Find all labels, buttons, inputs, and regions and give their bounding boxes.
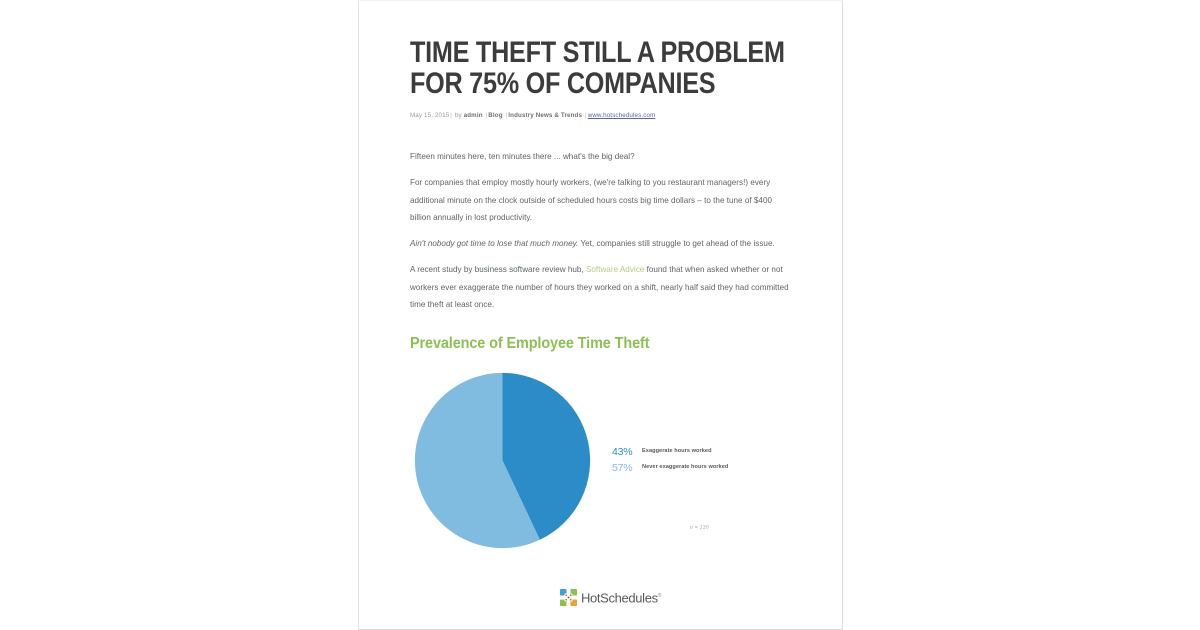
byline-by-prefix: by bbox=[454, 112, 462, 119]
byline-category-blog[interactable]: Blog bbox=[488, 112, 503, 119]
paragraph-study bbox=[410, 261, 795, 313]
hotschedules-wordmark bbox=[581, 589, 661, 605]
pie-chart-figure bbox=[410, 370, 795, 570]
legend-item bbox=[612, 463, 732, 474]
pie-chart bbox=[414, 372, 591, 549]
software-advice-link[interactable]: Software Advice bbox=[585, 265, 645, 275]
byline-separator-3: | bbox=[505, 112, 508, 119]
paragraph-study-post: found that when asked whether or not workers ever exaggerate the number of hours they worked on a shift, nearly half said they had committed time theft at least once. bbox=[410, 265, 789, 310]
paragraph-quip-emphasis: Ain't nobody got time to lose that much money. bbox=[410, 239, 579, 249]
page-title: TIME THEFT STILL A PROBLEM FOR 75% OF COMPANIES bbox=[410, 36, 785, 100]
legend-label-exaggerate: Exaggerate hours worked bbox=[642, 448, 712, 455]
hotschedules-wordmark-text: HotSchedules bbox=[581, 590, 658, 606]
byline-separator-2: | bbox=[485, 112, 488, 119]
byline-separator-1: | bbox=[450, 112, 453, 119]
chart-legend bbox=[612, 447, 732, 479]
article-body bbox=[410, 148, 795, 313]
hotschedules-logo bbox=[560, 589, 661, 606]
article-byline bbox=[410, 111, 795, 121]
byline-author[interactable]: admin bbox=[463, 112, 483, 119]
paragraph-cost: For companies that employ mostly hourly workers, (we're talking to you restaurant managers!) every additional minute on the clock outside of scheduled hours costs big time dollars – to the tune of $400 billion annually in lost productivity. bbox=[410, 178, 772, 222]
paragraph-study-pre: A recent study by business software review hub, bbox=[410, 265, 586, 275]
section-heading-prevalence: Prevalence of Employee Time Theft bbox=[410, 335, 650, 353]
byline-date: May 15, 2015 bbox=[410, 112, 450, 119]
byline-site-link[interactable]: www.hotschedules.com bbox=[587, 112, 656, 119]
hotschedules-trademark: ® bbox=[657, 593, 662, 600]
byline-category-industry[interactable]: Industry News & Trends bbox=[508, 112, 583, 119]
article-page bbox=[358, 0, 843, 630]
pie-chart-svg bbox=[414, 372, 591, 549]
article-content bbox=[410, 37, 795, 570]
paragraph-intro: Fifteen minutes here, ten minutes there ... what's the big deal? bbox=[410, 152, 635, 161]
legend-item bbox=[612, 447, 732, 458]
paragraph-quip-rest: Yet, companies still struggle to get ahead of the issue. bbox=[578, 239, 775, 249]
legend-label-never-exaggerate: Never exaggerate hours worked bbox=[642, 464, 729, 471]
hotschedules-grid-icon bbox=[560, 589, 577, 606]
chart-sample-size-note: n = 130 bbox=[690, 525, 709, 532]
paragraph-quip bbox=[410, 235, 795, 252]
byline-separator-4: | bbox=[584, 112, 587, 119]
legend-value-never-exaggerate: 57% bbox=[612, 462, 633, 475]
legend-value-exaggerate: 43% bbox=[612, 446, 633, 459]
